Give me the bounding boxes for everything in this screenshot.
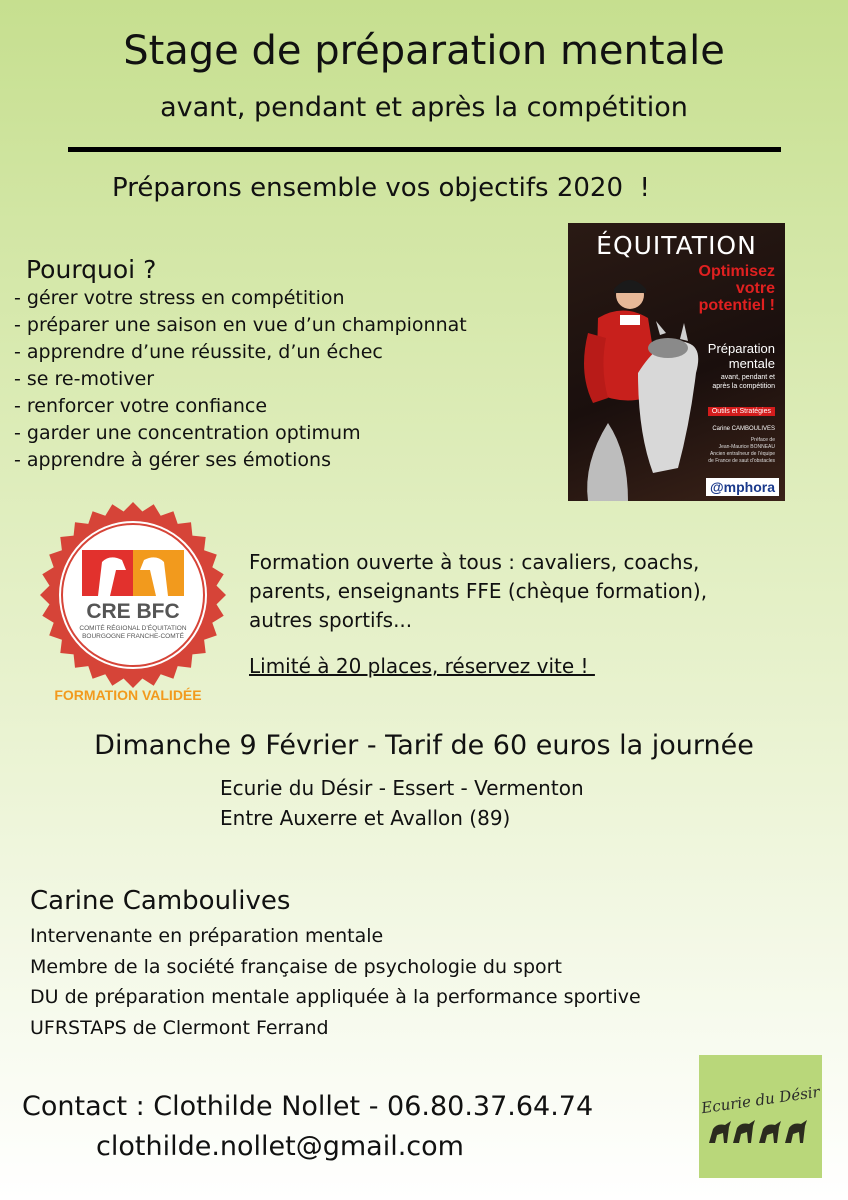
event-date: Dimanche 9 Février - Tarif de 60 euros la journée	[94, 730, 754, 761]
page-title: Stage de préparation mentale	[123, 28, 725, 74]
book-topic-sub: avant, pendant et après la compétition	[712, 374, 775, 390]
book-author: Carine CAMBOULIVES	[712, 426, 775, 432]
book-cover	[568, 223, 785, 501]
limit-notice: Limité à 20 places, réservez vite !	[249, 654, 595, 678]
tagline: Préparons ensemble vos objectifs 2020 !	[112, 173, 650, 203]
badge-label: FORMATION VALIDÉE	[54, 687, 202, 703]
publisher-logo: @mphora	[706, 478, 779, 496]
list-item: - préparer une saison en vue d’un championnat	[14, 314, 467, 336]
formation-text: Formation ouverte à tous : cavaliers, coachs, parents, enseignants FFE (chèque formation), autres sportifs...	[249, 550, 708, 632]
speaker-credentials: Intervenante en préparation mentale Membre de la société française de psychologie du sport DU de préparation mentale appliquée à la performance sportive UFRSTAPS de Clermont Ferrand	[30, 925, 641, 1039]
logo-text: Ecurie du Désir	[700, 1082, 821, 1118]
list-item: - apprendre d’une réussite, d’un échec	[14, 341, 383, 363]
list-item: - gérer votre stress en compétition	[14, 287, 345, 309]
event-place: Ecurie du Désir - Essert - Vermenton Entre Auxerre et Avallon (89)	[220, 776, 584, 830]
list-item: - renforcer votre confiance	[14, 395, 268, 417]
contact-line: Contact : Clothilde Nollet - 06.80.37.64.74	[22, 1091, 594, 1122]
page-subtitle: avant, pendant et après la compétition	[160, 92, 688, 123]
badge-name: CRE BFC	[86, 600, 180, 623]
why-list	[14, 285, 467, 474]
book-tag: Outils et Stratégies	[708, 407, 775, 416]
why-heading: Pourquoi ?	[26, 255, 157, 284]
speaker-name: Carine Camboulives	[30, 886, 291, 916]
book-slogan: Optimisez votre potentiel !	[698, 263, 775, 314]
list-item: - garder une concentration optimum	[14, 422, 361, 444]
book-preface: Préface de Jean-Maurice BONNEAU Ancien entraîneur de l’équipe de France de saut d’obstacles	[708, 437, 775, 464]
badge-seal-icon	[38, 500, 228, 690]
badge-caption: COMITÉ RÉGIONAL D’ÉQUITATION BOURGOGNE FRANCHE-COMTÉ	[79, 625, 187, 640]
book-title: ÉQUITATION	[596, 231, 757, 260]
contact-email[interactable]: clothilde.nollet@gmail.com	[96, 1131, 464, 1162]
book-topic: Préparation mentale	[707, 341, 775, 371]
horses-silhouette-icon	[707, 1117, 814, 1147]
cre-bfc-badge	[38, 500, 228, 690]
divider	[68, 147, 781, 152]
list-item: - apprendre à gérer ses émotions	[14, 449, 331, 471]
ecurie-logo	[699, 1055, 822, 1178]
list-item: - se re-motiver	[14, 368, 155, 390]
